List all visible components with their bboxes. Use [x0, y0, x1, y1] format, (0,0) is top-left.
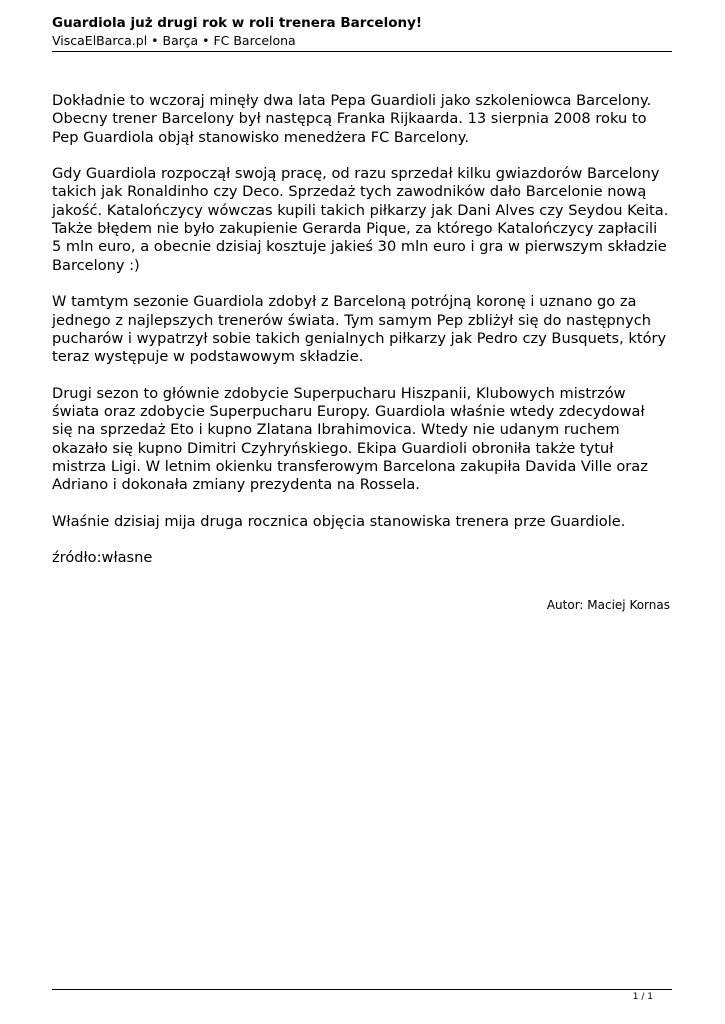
text-line: jednego z najlepszych trenerów świata. Tym samym Pep zbliżył się do następnych	[52, 311, 651, 329]
page-number: 1 / 1	[632, 992, 653, 1002]
text-line: się na sprzedaż Eto i kupno Zlatana Ibrahimovica. Wtedy nie udanym ruchem	[52, 421, 620, 439]
text-line: pucharów i wypatrzył sobie takich genialnych piłkarzy jak Pedro czy Busquets, który	[52, 329, 667, 347]
text-line: 5 mln euro, a obecnie dzisiaj kosztuje jakieś 30 mln euro i gra w pierwszym składzie	[52, 238, 667, 256]
text-line: jakość. Katalończycy wówczas kupili takich piłkarzy jak Dani Alves czy Seydou Keita.	[52, 201, 669, 219]
paragraph	[52, 293, 672, 366]
text-line: Drugi sezon to głównie zdobycie Superpucharu Hiszpanii, Klubowych mistrzów	[52, 384, 626, 402]
text-line: Barcelony :)	[52, 256, 140, 274]
paragraph	[52, 513, 672, 531]
text-line: Właśnie dzisiaj mija druga rocznica objęcia stanowiska trenera prze Guardiole.	[52, 512, 626, 530]
header-divider	[52, 51, 672, 52]
text-line: W tamtym sezonie Guardiola zdobył z Barceloną potrójną koronę i uznano go za	[52, 293, 637, 311]
text-line: Adriano i dokonała zmiany prezydenta na Rossela.	[52, 476, 420, 494]
text-line: Także błędem nie było zakupienie Gerarda Pique, za którego Katalończycy zapłacili	[52, 220, 658, 238]
author-credit: Autor: Maciej Kornas	[546, 598, 670, 612]
text-line: Obecny trener Barcelony był następcą Franka Rijkaarda. 13 sierpnia 2008 roku to	[52, 110, 647, 128]
text-line: mistrza Ligi. W letnim okienku transferowym Barcelona zakupiła Davida Ville oraz	[52, 457, 648, 475]
page-header	[52, 14, 672, 50]
text-line: teraz występuje w podstawowym składzie.	[52, 348, 364, 366]
source-line	[52, 549, 672, 567]
text-line: Gdy Guardiola rozpoczął swoją pracę, od razu sprzedał kilku gwiazdorów Barcelony	[52, 165, 660, 183]
footer-divider	[52, 989, 672, 990]
text-line: Dokładnie to wczoraj minęły dwa lata Pepa Guardioli jako szkoleniowca Barcelony.	[52, 92, 652, 109]
text-line: Pep Guardiola objął stanowisko menedżera FC Barcelony.	[52, 128, 469, 146]
article-subtitle: ViscaElBarca.pl • Barça • FC Barcelona	[52, 33, 296, 48]
text-line: okazało się kupno Dimitri Czyhryńskiego. Ekipa Guardioli obroniła także tytuł	[52, 439, 614, 457]
paragraph	[52, 92, 672, 147]
text-line: świata oraz zdobycie Superpucharu Europy. Guardiola właśnie wtedy zdecydował	[52, 403, 645, 421]
paragraph	[52, 165, 672, 275]
text-line: źródło:własne	[52, 549, 153, 567]
paragraph	[52, 385, 672, 495]
article-title: Guardiola już drugi rok w roli trenera Barcelony!	[52, 15, 423, 31]
article-body	[52, 92, 672, 586]
text-line: takich jak Ronaldinho czy Deco. Sprzedaż tych zawodników dało Barcelonie nową	[52, 183, 647, 201]
